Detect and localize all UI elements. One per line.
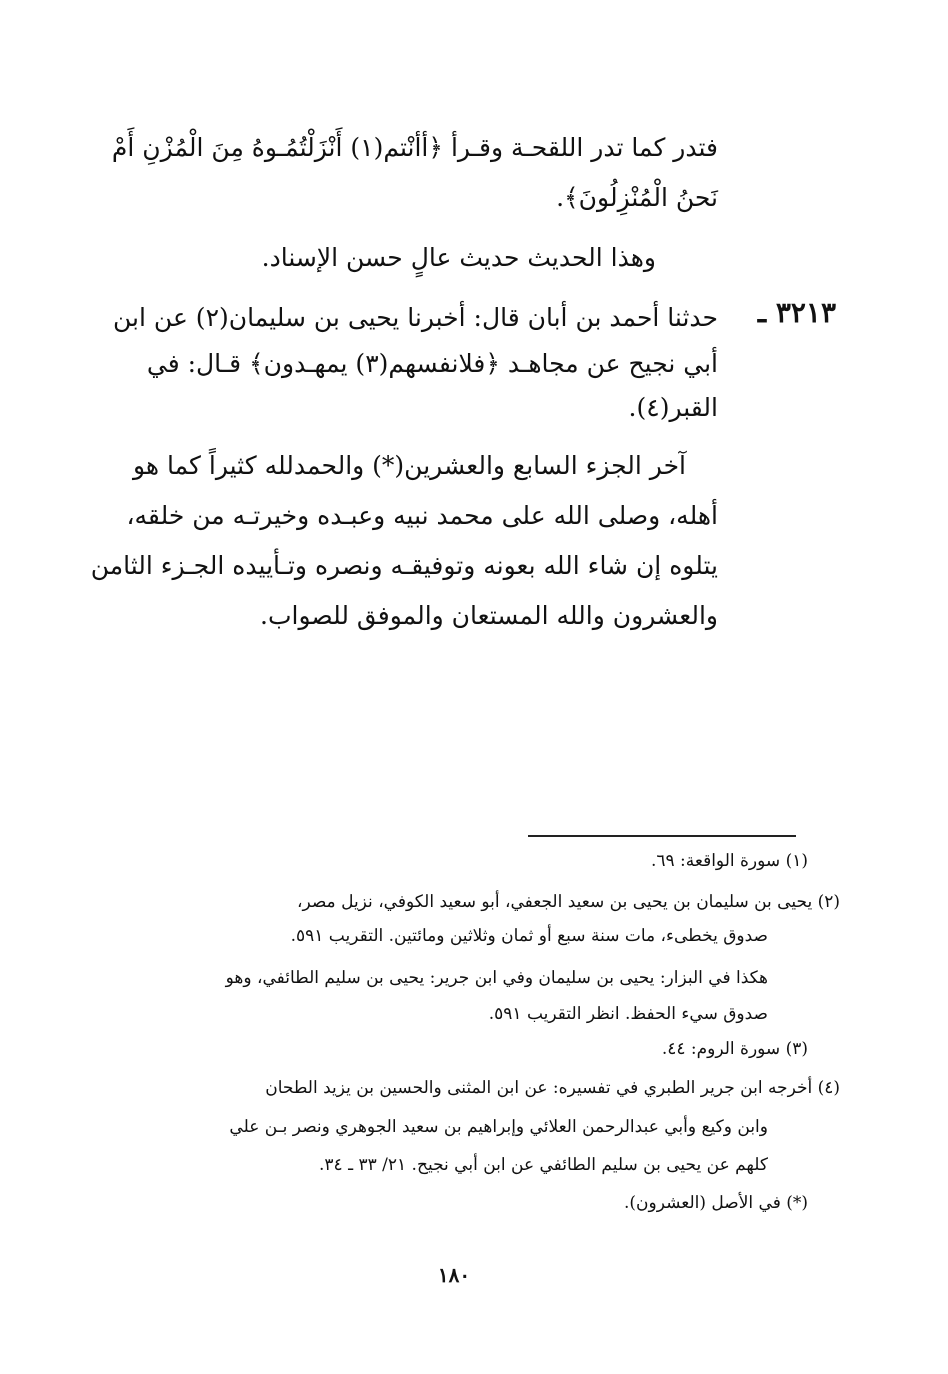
hadith-grade-line: وهذا الحديث حديث عالٍ حسن الإسناد.: [261, 243, 656, 272]
footnote-2-line-4: صدوق سيء الحفظ. انظر التقريب ٥٩١.: [488, 1004, 768, 1024]
footnote-divider: [528, 835, 796, 837]
verse-line-1: فتدر كما تدر اللقحـة وقـرأ ﴿أأنْتم(١) أَنْزَلْتُمُـوهُ مِنَ الْمُزْنِ أَمْ: [111, 133, 718, 162]
page-number: ١٨٠: [437, 1263, 471, 1287]
colophon-line-2: أهله، وصلى الله على محمد نبيه وعبـده وخيرتـه من خلقه،: [126, 501, 718, 530]
footnote-3: (٣) سورة الروم: ٤٤.: [661, 1039, 808, 1059]
hadith-line-2: أبي نجيح عن مجاهـد ﴿فلانفسهم(٣) يمهـدون﴾ قـال: في: [146, 349, 718, 378]
footnote-1: (١) سورة الواقعة: ٦٩.: [650, 851, 808, 871]
footnote-asterisk: (*) في الأصل (العشرون).: [623, 1193, 808, 1213]
hadith-number: ٣٢١٣ ـ: [757, 296, 836, 329]
footnote-2-line-2: صدوق يخطىء، مات سنة سبع أو ثمان وثلاثين ومائتين. التقريب ٥٩١.: [290, 926, 768, 946]
footnote-2-line-3: هكذا في البزار: يحيى بن سليمان وفي ابن جرير: يحيى بن سليم الطائفي، وهو: [225, 968, 768, 988]
verse-line-2: نَحنُ الْمُنْزِلُونَ﴾.: [556, 183, 718, 212]
colophon-line-1: آخر الجزء السابع والعشرين(*) والحمدلله كثيراً كما هو: [132, 451, 686, 480]
footnote-4-line-1: (٤) أخرجه ابن جرير الطبري في تفسيره: عن ابن المثنى والحسين بن يزيد الطحان: [265, 1078, 840, 1098]
footnote-4-line-2: وابن وكيع وأبي عبدالرحمن العلائي وإبراهيم بن سعيد الجوهري ونصر بـن علي: [229, 1117, 768, 1137]
footnote-4-line-3: كلهم عن يحيى بن سليم الطائفي عن ابن أبي نجيح. ٢١/ ٣٣ ـ ٣٤.: [319, 1155, 768, 1175]
footnote-2-line-1: (٢) يحيى بن سليمان بن يحيى بن سعيد الجعفي، أبو سعيد الكوفي، نزيل مصر،: [296, 892, 840, 912]
colophon-line-4: والعشرون والله المستعان والموفق للصواب.: [260, 601, 718, 630]
hadith-line-1: حدثنا أحمد بن أبان قال: أخبرنا يحيى بن سليمان(٢) عن ابن: [113, 303, 718, 332]
colophon-line-3: يتلوه إن شاء الله بعونه وتوفيقـه ونصره وتـأييده الجـزء الثامن: [90, 551, 718, 580]
hadith-line-3: القبر(٤).: [628, 393, 718, 422]
